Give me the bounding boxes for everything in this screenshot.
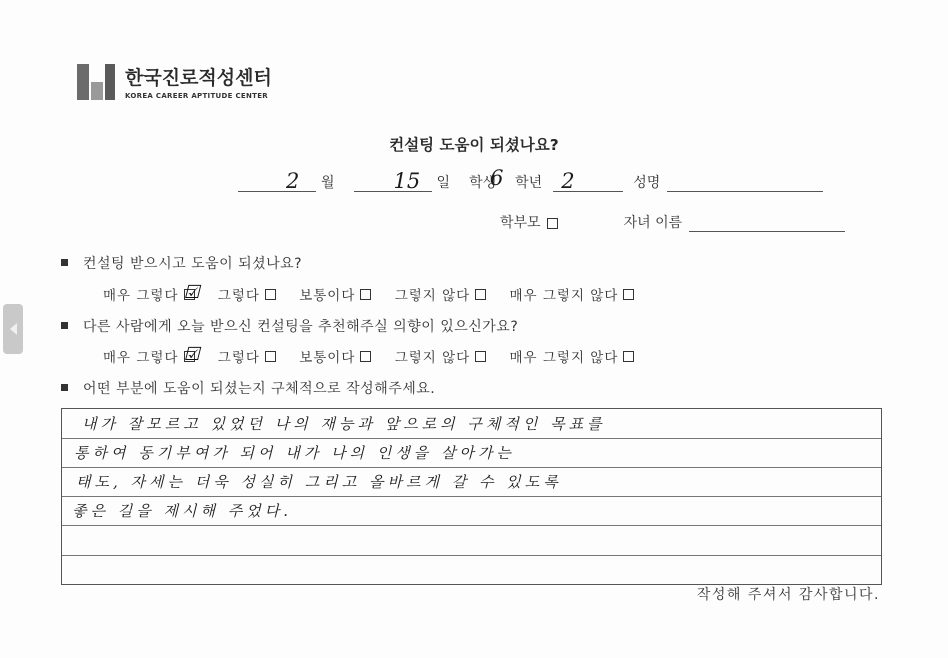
child-name-label: 자녀 이름 xyxy=(623,215,683,231)
previous-page-tab[interactable] xyxy=(3,304,23,354)
form-title: 컨설팅 도움이 되셨나요? xyxy=(389,136,559,154)
option-label: 매우 그렇지 않다 xyxy=(509,288,619,304)
answer-rule xyxy=(62,467,881,468)
name-field[interactable] xyxy=(667,170,823,192)
q1-option-neutral[interactable] xyxy=(299,284,373,304)
option-label: 그렇다 xyxy=(217,288,260,304)
question-1-options xyxy=(103,281,652,304)
chevron-left-icon xyxy=(10,323,17,335)
q2-option-neutral[interactable] xyxy=(299,346,373,366)
option-checkbox[interactable] xyxy=(623,289,634,300)
option-label: 그렇지 않다 xyxy=(394,288,471,304)
month-label: 월 xyxy=(321,175,335,191)
bullet-icon xyxy=(61,384,68,391)
check-mark-icon: ☑ xyxy=(183,343,201,365)
question-3 xyxy=(61,378,435,398)
option-label: 매우 그렇지 않다 xyxy=(509,350,619,366)
option-label: 보통이다 xyxy=(299,350,356,366)
student-handwritten: 6 xyxy=(490,166,504,190)
answer-line-3: 태도, 자세는 더욱 성실히 그리고 올바르게 갈 수 있도록 xyxy=(76,473,562,491)
answer-line-2: 통하여 동기부여가 되어 내가 나의 인생을 살아가는 xyxy=(74,444,515,462)
logo-name-english: KOREA CAREER APTITUDE CENTER xyxy=(125,91,268,100)
question-2-text: 다른 사람에게 오늘 받으신 컨설팅을 추천해주실 의향이 있으신가요? xyxy=(83,319,519,335)
option-label: 매우 그렇다 xyxy=(103,288,179,304)
option-checkbox[interactable] xyxy=(183,281,201,303)
check-mark-icon: ☑ xyxy=(183,281,201,303)
parent-row xyxy=(500,210,845,232)
thanks-note: 작성해 주셔서 감사합니다. xyxy=(696,587,880,603)
q2-option-very-agree[interactable] xyxy=(103,343,201,366)
option-checkbox[interactable] xyxy=(360,289,371,300)
child-name-field[interactable] xyxy=(689,210,845,232)
answer-rule xyxy=(62,555,881,556)
answer-rule xyxy=(62,525,881,526)
parent-checkbox[interactable] xyxy=(547,218,558,229)
answer-rule xyxy=(62,496,881,497)
logo-mark-icon xyxy=(77,62,117,100)
option-checkbox[interactable] xyxy=(183,343,201,365)
answer-text-area[interactable] xyxy=(61,408,882,585)
logo-name-korean: 한국진로적성센터 xyxy=(125,66,272,89)
question-2 xyxy=(61,316,518,336)
center-logo xyxy=(77,62,272,100)
question-2-options xyxy=(103,343,652,366)
option-checkbox[interactable] xyxy=(623,351,634,362)
option-label: 그렇지 않다 xyxy=(394,350,471,366)
answer-line-1: 내가 잘모르고 있었던 나의 재능과 앞으로의 구체적인 목표를 xyxy=(82,415,606,433)
day-field[interactable] xyxy=(354,170,432,192)
q2-option-disagree[interactable] xyxy=(395,346,489,366)
answer-rule xyxy=(62,438,881,439)
option-checkbox[interactable] xyxy=(475,289,486,300)
month-field[interactable] xyxy=(238,170,316,192)
q2-option-agree[interactable] xyxy=(218,346,278,366)
q2-option-very-disagree[interactable] xyxy=(509,346,636,366)
question-1 xyxy=(61,253,302,273)
question-1-text: 컨설팅 받으시고 도움이 되셨나요? xyxy=(83,256,303,272)
option-checkbox[interactable] xyxy=(265,351,276,362)
q1-option-very-disagree[interactable] xyxy=(509,284,636,304)
answer-line-4: 좋은 길을 제시해 주었다. xyxy=(72,502,292,520)
q1-option-agree[interactable] xyxy=(218,284,278,304)
grade-handwritten: 2 xyxy=(561,169,575,193)
option-checkbox[interactable] xyxy=(475,351,486,362)
grade-field[interactable] xyxy=(553,170,623,192)
date-student-row xyxy=(238,166,823,193)
q1-option-disagree[interactable] xyxy=(395,284,489,304)
option-label: 보통이다 xyxy=(299,288,356,304)
option-checkbox[interactable] xyxy=(360,351,371,362)
option-label: 그렇다 xyxy=(217,350,260,366)
name-label: 성명 xyxy=(633,175,661,191)
month-handwritten: 2 xyxy=(286,169,300,193)
option-label: 매우 그렇다 xyxy=(103,350,179,366)
student-label: 학생 xyxy=(469,175,497,191)
day-handwritten: 15 xyxy=(393,169,421,193)
bullet-icon xyxy=(61,322,68,329)
grade-label: 학년 xyxy=(515,175,543,191)
day-label: 일 xyxy=(436,175,451,191)
question-3-text: 어떤 부분에 도움이 되셨는지 구체적으로 작성해주세요. xyxy=(83,381,436,397)
bullet-icon xyxy=(61,259,68,266)
parent-label: 학부모 xyxy=(500,215,541,231)
option-checkbox[interactable] xyxy=(265,289,276,300)
student-mark-field[interactable] xyxy=(490,166,510,192)
q1-option-very-agree[interactable] xyxy=(103,281,201,304)
